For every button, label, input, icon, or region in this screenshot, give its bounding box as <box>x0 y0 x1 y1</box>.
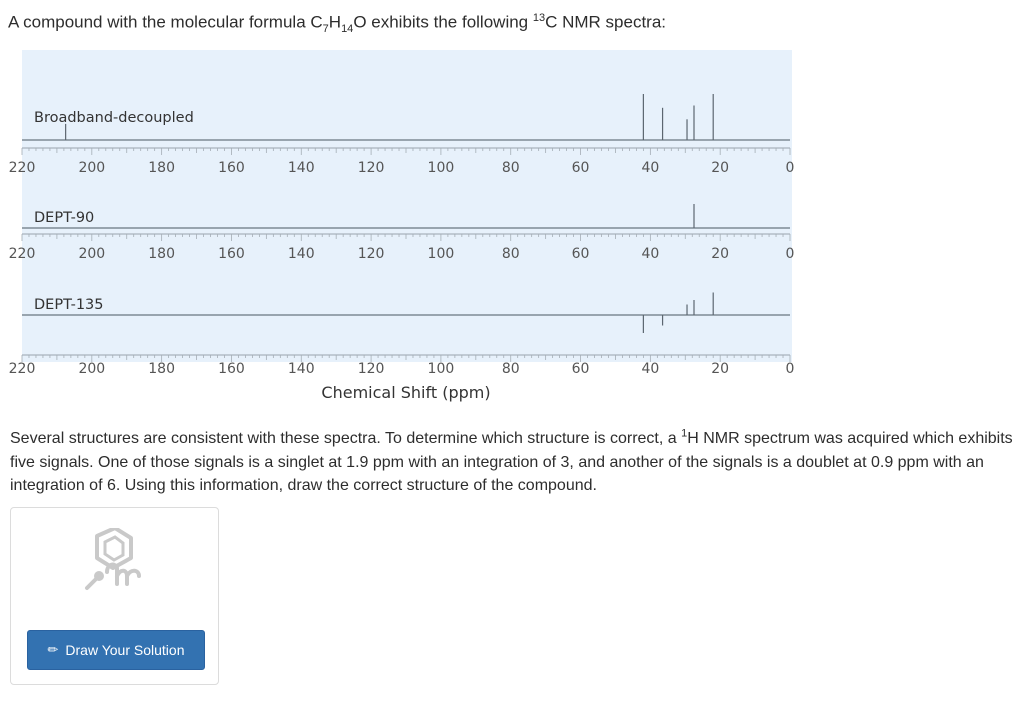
instructions-text: Several structures are consistent with these spectra. To determine which structure is correct, a $^1$H NMR spectrum was acquired which exhibits five signals. One of those signals is a singlet at 1.9 ppm with an integration of 3, and another of the signals is a doublet at 0.9 ppm with an integration of 6. Using this information, draw the correct structure of the compound. <box>10 427 1013 494</box>
tick-label: 120 <box>357 160 385 176</box>
spectrum-label: DEPT-135 <box>34 297 104 313</box>
tick-label: 40 <box>641 160 660 176</box>
tick-label: 40 <box>641 361 660 377</box>
spectrum-label: DEPT-90 <box>34 210 95 226</box>
tick-label: 200 <box>78 361 106 377</box>
tick-label: 140 <box>287 246 315 262</box>
tick-label: 60 <box>571 246 590 262</box>
tick-label: 100 <box>427 160 455 176</box>
molecule-drawing-icon <box>77 528 157 605</box>
tick-label: 180 <box>148 361 176 377</box>
tick-label: 160 <box>218 160 245 176</box>
tick-label: 220 <box>8 246 36 262</box>
tick-label: 100 <box>427 246 455 262</box>
tick-label: 160 <box>218 246 245 262</box>
tick-label: 100 <box>427 361 455 377</box>
tick-label: 220 <box>8 160 36 176</box>
tick-label: 200 <box>78 160 106 176</box>
tick-label: 200 <box>78 246 106 262</box>
tick-label: 80 <box>501 361 520 377</box>
draw-solution-panel <box>10 507 219 685</box>
tick-label: 140 <box>287 160 315 176</box>
tick-label: 60 <box>571 361 590 377</box>
tick-label: 180 <box>148 246 176 262</box>
tick-label: 20 <box>711 246 730 262</box>
tick-label: 180 <box>148 160 176 176</box>
tick-label: 0 <box>785 160 795 176</box>
axis-title: Chemical Shift (ppm) <box>321 383 491 402</box>
tick-label: 120 <box>357 246 385 262</box>
tick-label: 220 <box>8 361 36 377</box>
tick-label: 0 <box>785 361 795 377</box>
tick-label: 0 <box>785 246 795 262</box>
draw-your-solution-button[interactable] <box>27 630 205 670</box>
spectrum-label: Broadband-decoupled <box>34 110 194 126</box>
tick-label: 20 <box>711 160 730 176</box>
tick-label: 40 <box>641 246 660 262</box>
tick-label: 160 <box>218 361 245 377</box>
tick-label: 60 <box>571 160 590 176</box>
draw-button-label: Draw Your Solution <box>65 642 185 658</box>
tick-label: 80 <box>501 160 520 176</box>
tick-label: 140 <box>287 361 315 377</box>
tick-label: 120 <box>357 361 385 377</box>
nmr-spectra-figure <box>0 46 800 406</box>
tick-label: 80 <box>501 246 520 262</box>
question-prompt: A compound with the molecular formula $C_7H_{14}O$ exhibits the following $^{13}$C NMR spectra: <box>8 12 667 36</box>
pencil-icon: ✏ <box>47 642 59 657</box>
tick-label: 20 <box>711 361 730 377</box>
